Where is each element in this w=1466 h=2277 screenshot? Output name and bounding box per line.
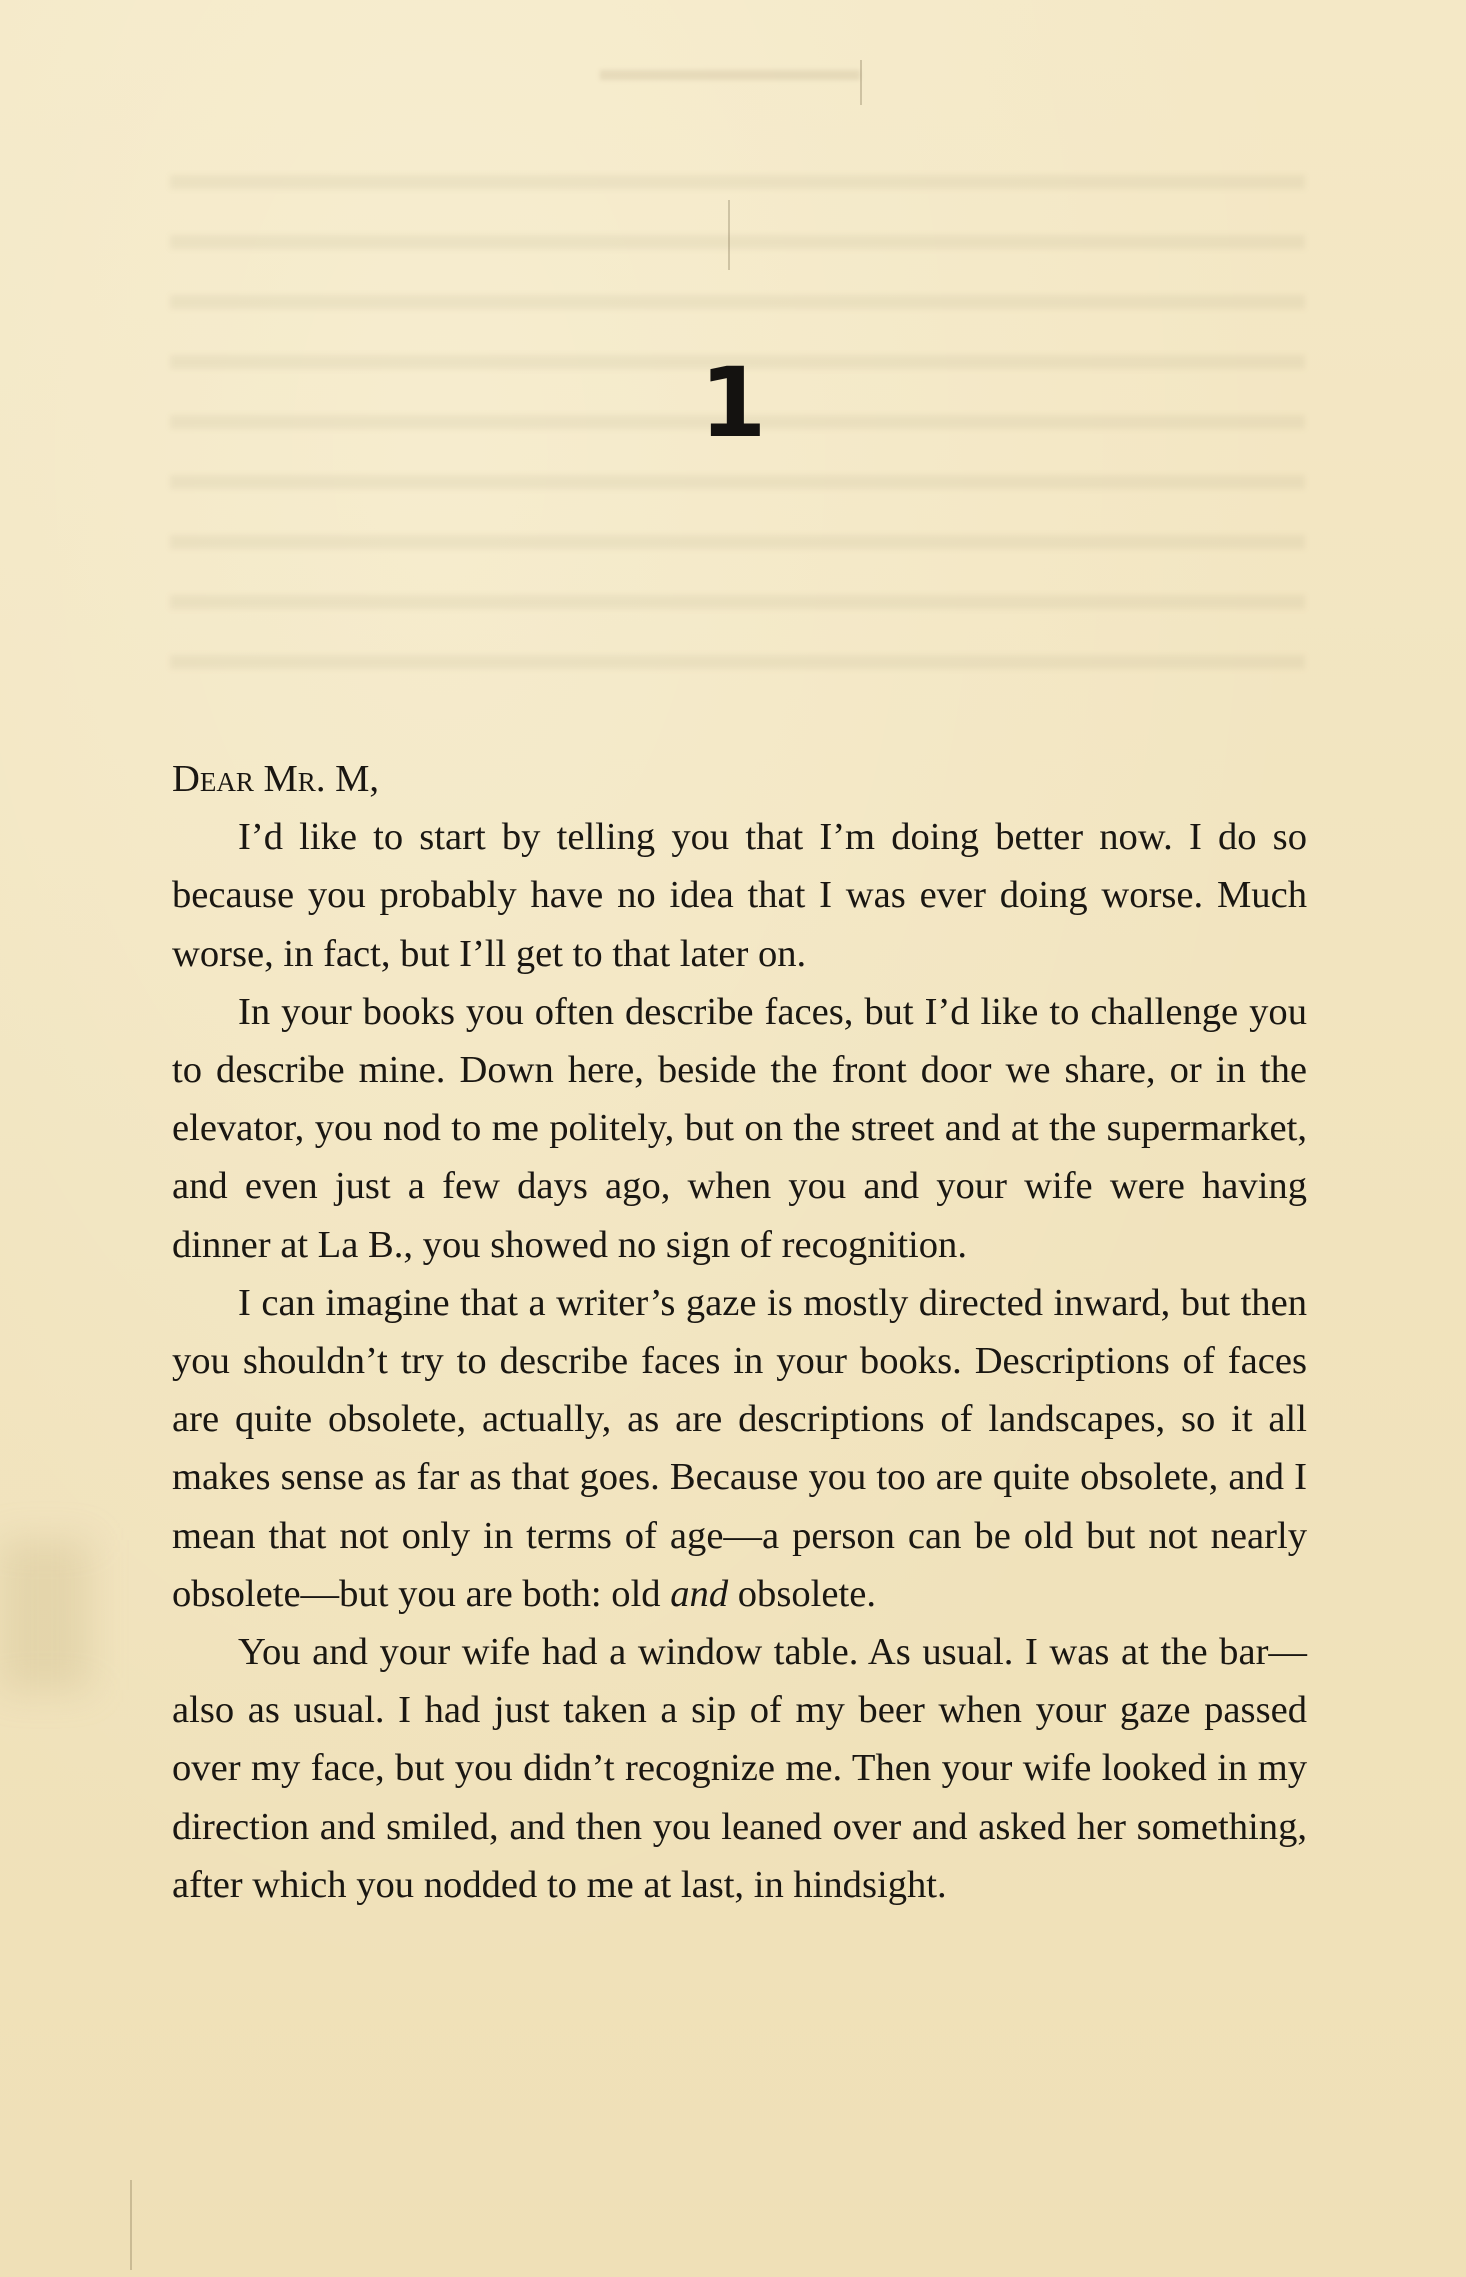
paragraph: In your books you often describe faces, but I’d like to challenge you to describe mine. Down here, beside the front door we share, or in the elevator, you nod to me politely, but on the street and at the supermarket, and even just a few days ago, when you and your wife were having dinner at La B., you showed no sign of recognition. bbox=[172, 990, 1307, 1266]
show-through-running-head bbox=[600, 70, 860, 80]
show-through-line bbox=[170, 535, 1305, 549]
paper-stain bbox=[0, 1540, 90, 1690]
letter-salutation: Dear Mr. M, bbox=[172, 758, 380, 800]
paper-crease bbox=[130, 2180, 132, 2270]
paragraph-text: I can imagine that a writer’s gaze is mostly directed inward, but then you shouldn’t try to describe faces in your books. Descriptions of faces are quite obsolete, actually, as are descriptions of landscapes, so it all makes sense as far as that goes. Because you too are quite obsolete, and I mean that not only in terms of age—a person can be old but not nearly obsolete—but you are both: old bbox=[172, 1281, 1307, 1615]
paragraph-text: obsolete. bbox=[728, 1572, 876, 1615]
show-through-line bbox=[170, 595, 1305, 609]
show-through-line bbox=[170, 655, 1305, 669]
paragraph: You and your wife had a window table. As usual. I was at the bar—also as usual. I had just taken a sip of my beer when your gaze passed over my face, but you didn’t recognize me. Then your wife looked in my direction and smiled, and then you leaned over and asked her something, after which you nodded to me at last, in hindsight. bbox=[172, 1631, 1307, 1906]
chapter-number: 1 bbox=[699, 347, 767, 459]
show-through-line bbox=[170, 235, 1305, 249]
show-through-line bbox=[170, 175, 1305, 189]
emphasis-word: and bbox=[670, 1572, 729, 1615]
paragraph bbox=[172, 1274, 1307, 1623]
paper-crease bbox=[860, 60, 862, 105]
show-through-line bbox=[170, 295, 1305, 309]
paper-crease bbox=[728, 200, 730, 270]
show-through-line bbox=[170, 475, 1305, 489]
letter-body bbox=[172, 750, 1307, 1914]
paragraph: I’d like to start by telling you that I’m doing better now. I do so because you probably have no idea that I was ever doing worse. Much worse, in fact, but I’ll get to that later on. bbox=[172, 816, 1307, 975]
